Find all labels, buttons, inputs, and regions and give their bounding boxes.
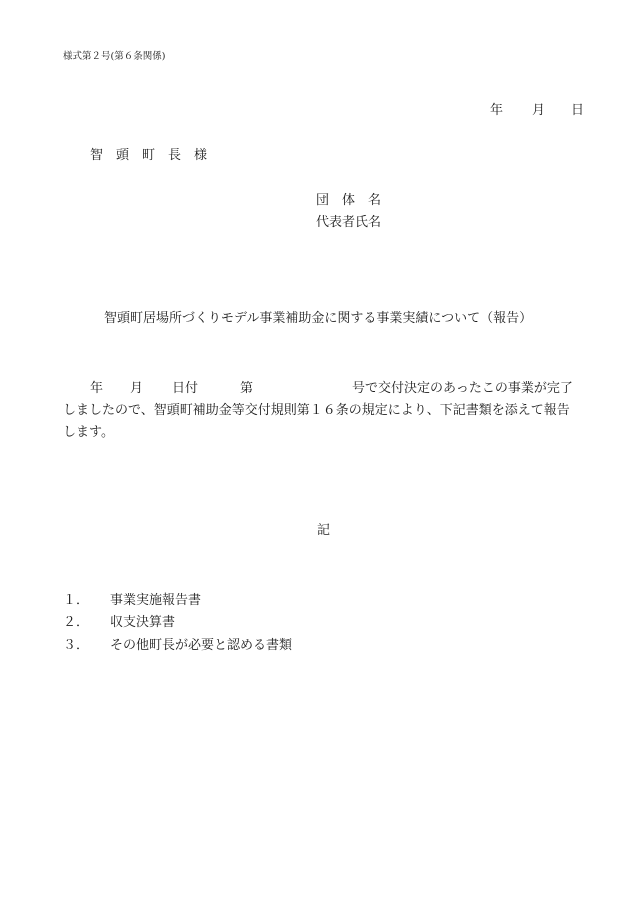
body-day: 日付 [172,381,199,396]
list-item-number: ３． [63,638,90,653]
addressee: 智 頭 町 長 様 [90,148,208,163]
body-month: 月 [130,381,144,396]
body-year: 年 [90,381,104,396]
org-name-label: 団 体 名 [316,193,382,208]
body-line2: しましたので、智頭町補助金等交付規則第１６条の規定により、下記書類を添えて報告 [63,403,570,418]
list-item-number: １． [63,593,90,608]
date-year-label: 年 [490,103,504,118]
body-number-prefix: 第 [240,381,254,396]
list-item: 事業実施報告書 [110,593,202,608]
list-item: 収支決算書 [110,615,176,630]
date-day-label: 日 [571,103,585,118]
form-label: 様式第２号(第６条関係) [63,51,166,62]
document-title: 智頭町居場所づくりモデル事業補助金に関する事業実績について（報告） [104,311,533,326]
ki-heading: 記 [317,523,331,538]
date-month-label: 月 [532,103,546,118]
list-item: その他町長が必要と認める書類 [110,638,293,653]
representative-name-label: 代表者氏名 [316,215,382,230]
list-item-number: ２． [63,615,90,630]
body-line1-rest: 号で交付決定のあったこの事業が完了 [352,381,573,396]
body-line3: します。 [63,425,114,440]
